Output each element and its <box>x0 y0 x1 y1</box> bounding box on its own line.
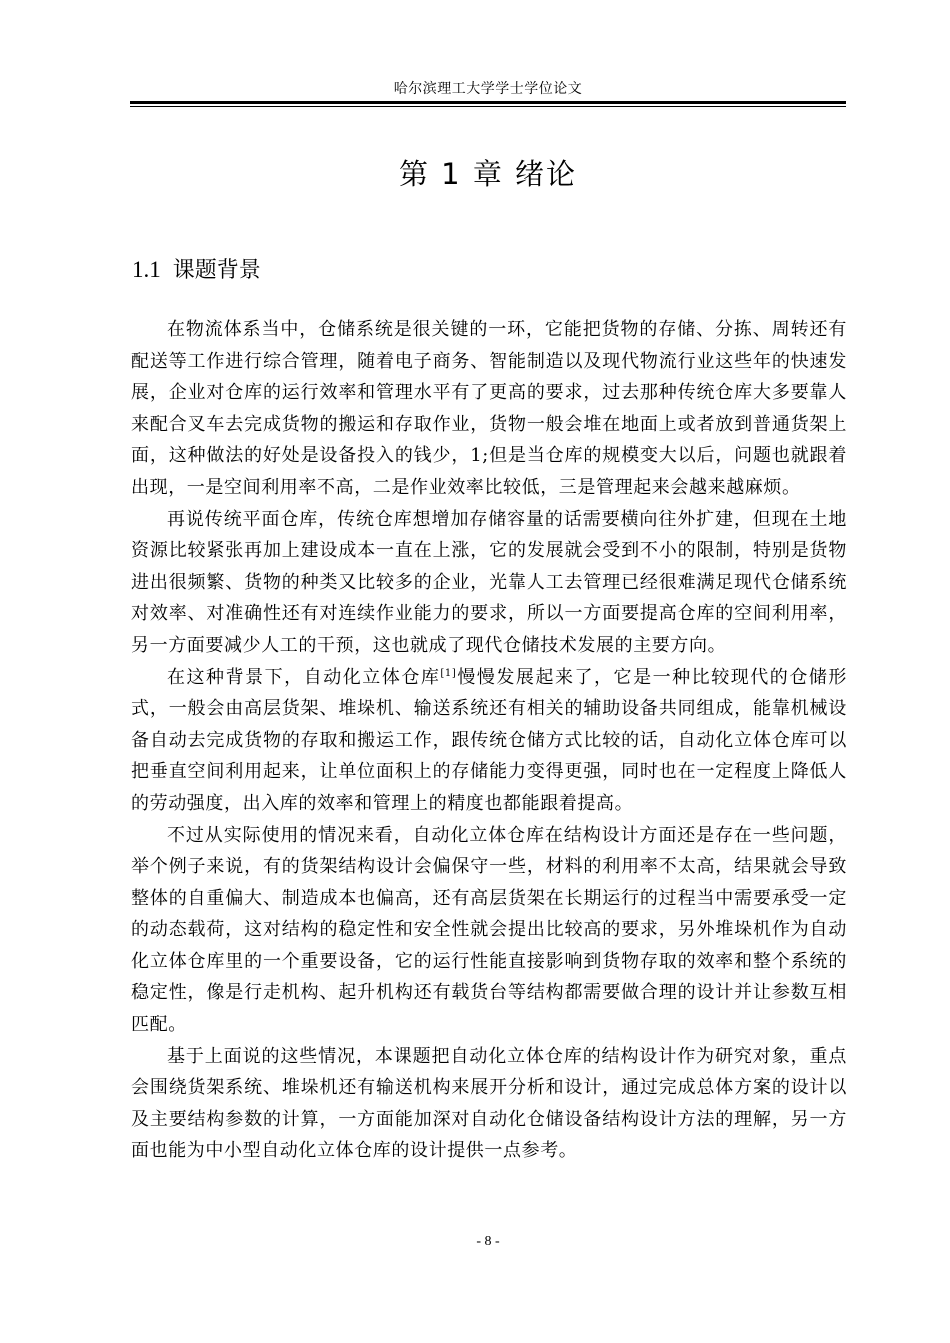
paragraph-3-text-before: 在这种背景下，自动化立体仓库 <box>167 666 441 688</box>
section-number: 1.1 <box>132 257 161 282</box>
paragraph-4: 不过从实际使用的情况来看，自动化立体仓库在结构设计方面还是存在一些问题，举个例子来说，有的货架结构设计会偏保守一些，材料的利用率不太高，结果就会导致整体的自重偏大、制造成本也偏高，还有高层货架在长期运行的过程当中需要承受一定的动态载荷，这对结构的稳定性和安全性就会提出比较高的要求，另外堆垛机作为自动化立体仓库里的一个重要设备，它的运行性能直接影响到货物存取的效率和整个系统的稳定性，像是行走机构、起升机构还有载货台等结构都需要做合理的设计并让参数互相匹配。 <box>131 824 847 1036</box>
header-rule-thin <box>130 106 846 107</box>
body-text <box>131 314 847 1167</box>
running-header: 哈尔滨理工大学学士学位论文 <box>393 81 583 97</box>
page-number: - 8 - <box>476 1234 500 1249</box>
paragraph-3-text-after: 慢慢发展起来了，它是一种比较现代的仓储形式，一般会由高层货架、堆垛机、输送系统还有相关的辅助设备共同组成，能靠机械设备自动去完成货物的存取和搬运工作，跟传统仓储方式比较的话，自动化立体仓库可以把垂直空间利用起来，让单位面积上的存储能力变得更强，同时也在一定程度上降低人的劳动强度，出入库的效率和管理上的精度也都能跟着提高。 <box>131 666 847 814</box>
citation-reference: [1] <box>440 667 457 679</box>
paragraph-5: 基于上面说的这些情况，本课题把自动化立体仓库的结构设计作为研究对象，重点会围绕货架系统、堆垛机还有输送机构来展开分析和设计，通过完成总体方案的设计以及主要结构参数的计算，一方面能加深对自动化仓储设备结构设计方法的理解，另一方面也能为中小型自动化立体仓库的设计提供一点参考。 <box>131 1045 847 1162</box>
section-title: 课题背景 <box>172 258 261 283</box>
paragraph-1: 在物流体系当中，仓储系统是很关键的一环，它能把货物的存储、分拣、周转还有配送等工作进行综合管理，随着电子商务、智能制造以及现代物流行业这些年的快速发展，企业对仓库的运行效率和管理水平有了更高的要求，过去那种传统仓库大多要靠人来配合叉车去完成货物的搬运和存取作业，货物一般会堆在地面上或者放到普通货架上面，这种做法的好处是设备投入的钱少，1;但是当仓库的规模变大以后，问题也就跟着出现，一是空间利用率不高，二是作业效率比较低，三是管理起来会越来越麻烦。 <box>131 319 847 498</box>
section-heading <box>132 253 261 284</box>
paragraph-2: 再说传统平面仓库，传统仓库想增加存储容量的话需要横向往外扩建，但现在土地资源比较紧张再加上建设成本一直在上涨，它的发展就会受到不小的限制，特别是货物进出很频繁、货物的种类又比较多的企业，光靠人工去管理已经很难满足现代仓储系统对效率、对准确性还有对连续作业能力的要求，所以一方面要提高仓库的空间利用率，另一方面要减少人工的干预，这也就成了现代仓储技术发展的主要方向。 <box>131 508 847 656</box>
paragraph-3 <box>131 662 847 820</box>
header-rule-thick <box>130 101 846 104</box>
chapter-title: 第 1 章 绪论 <box>398 157 578 191</box>
